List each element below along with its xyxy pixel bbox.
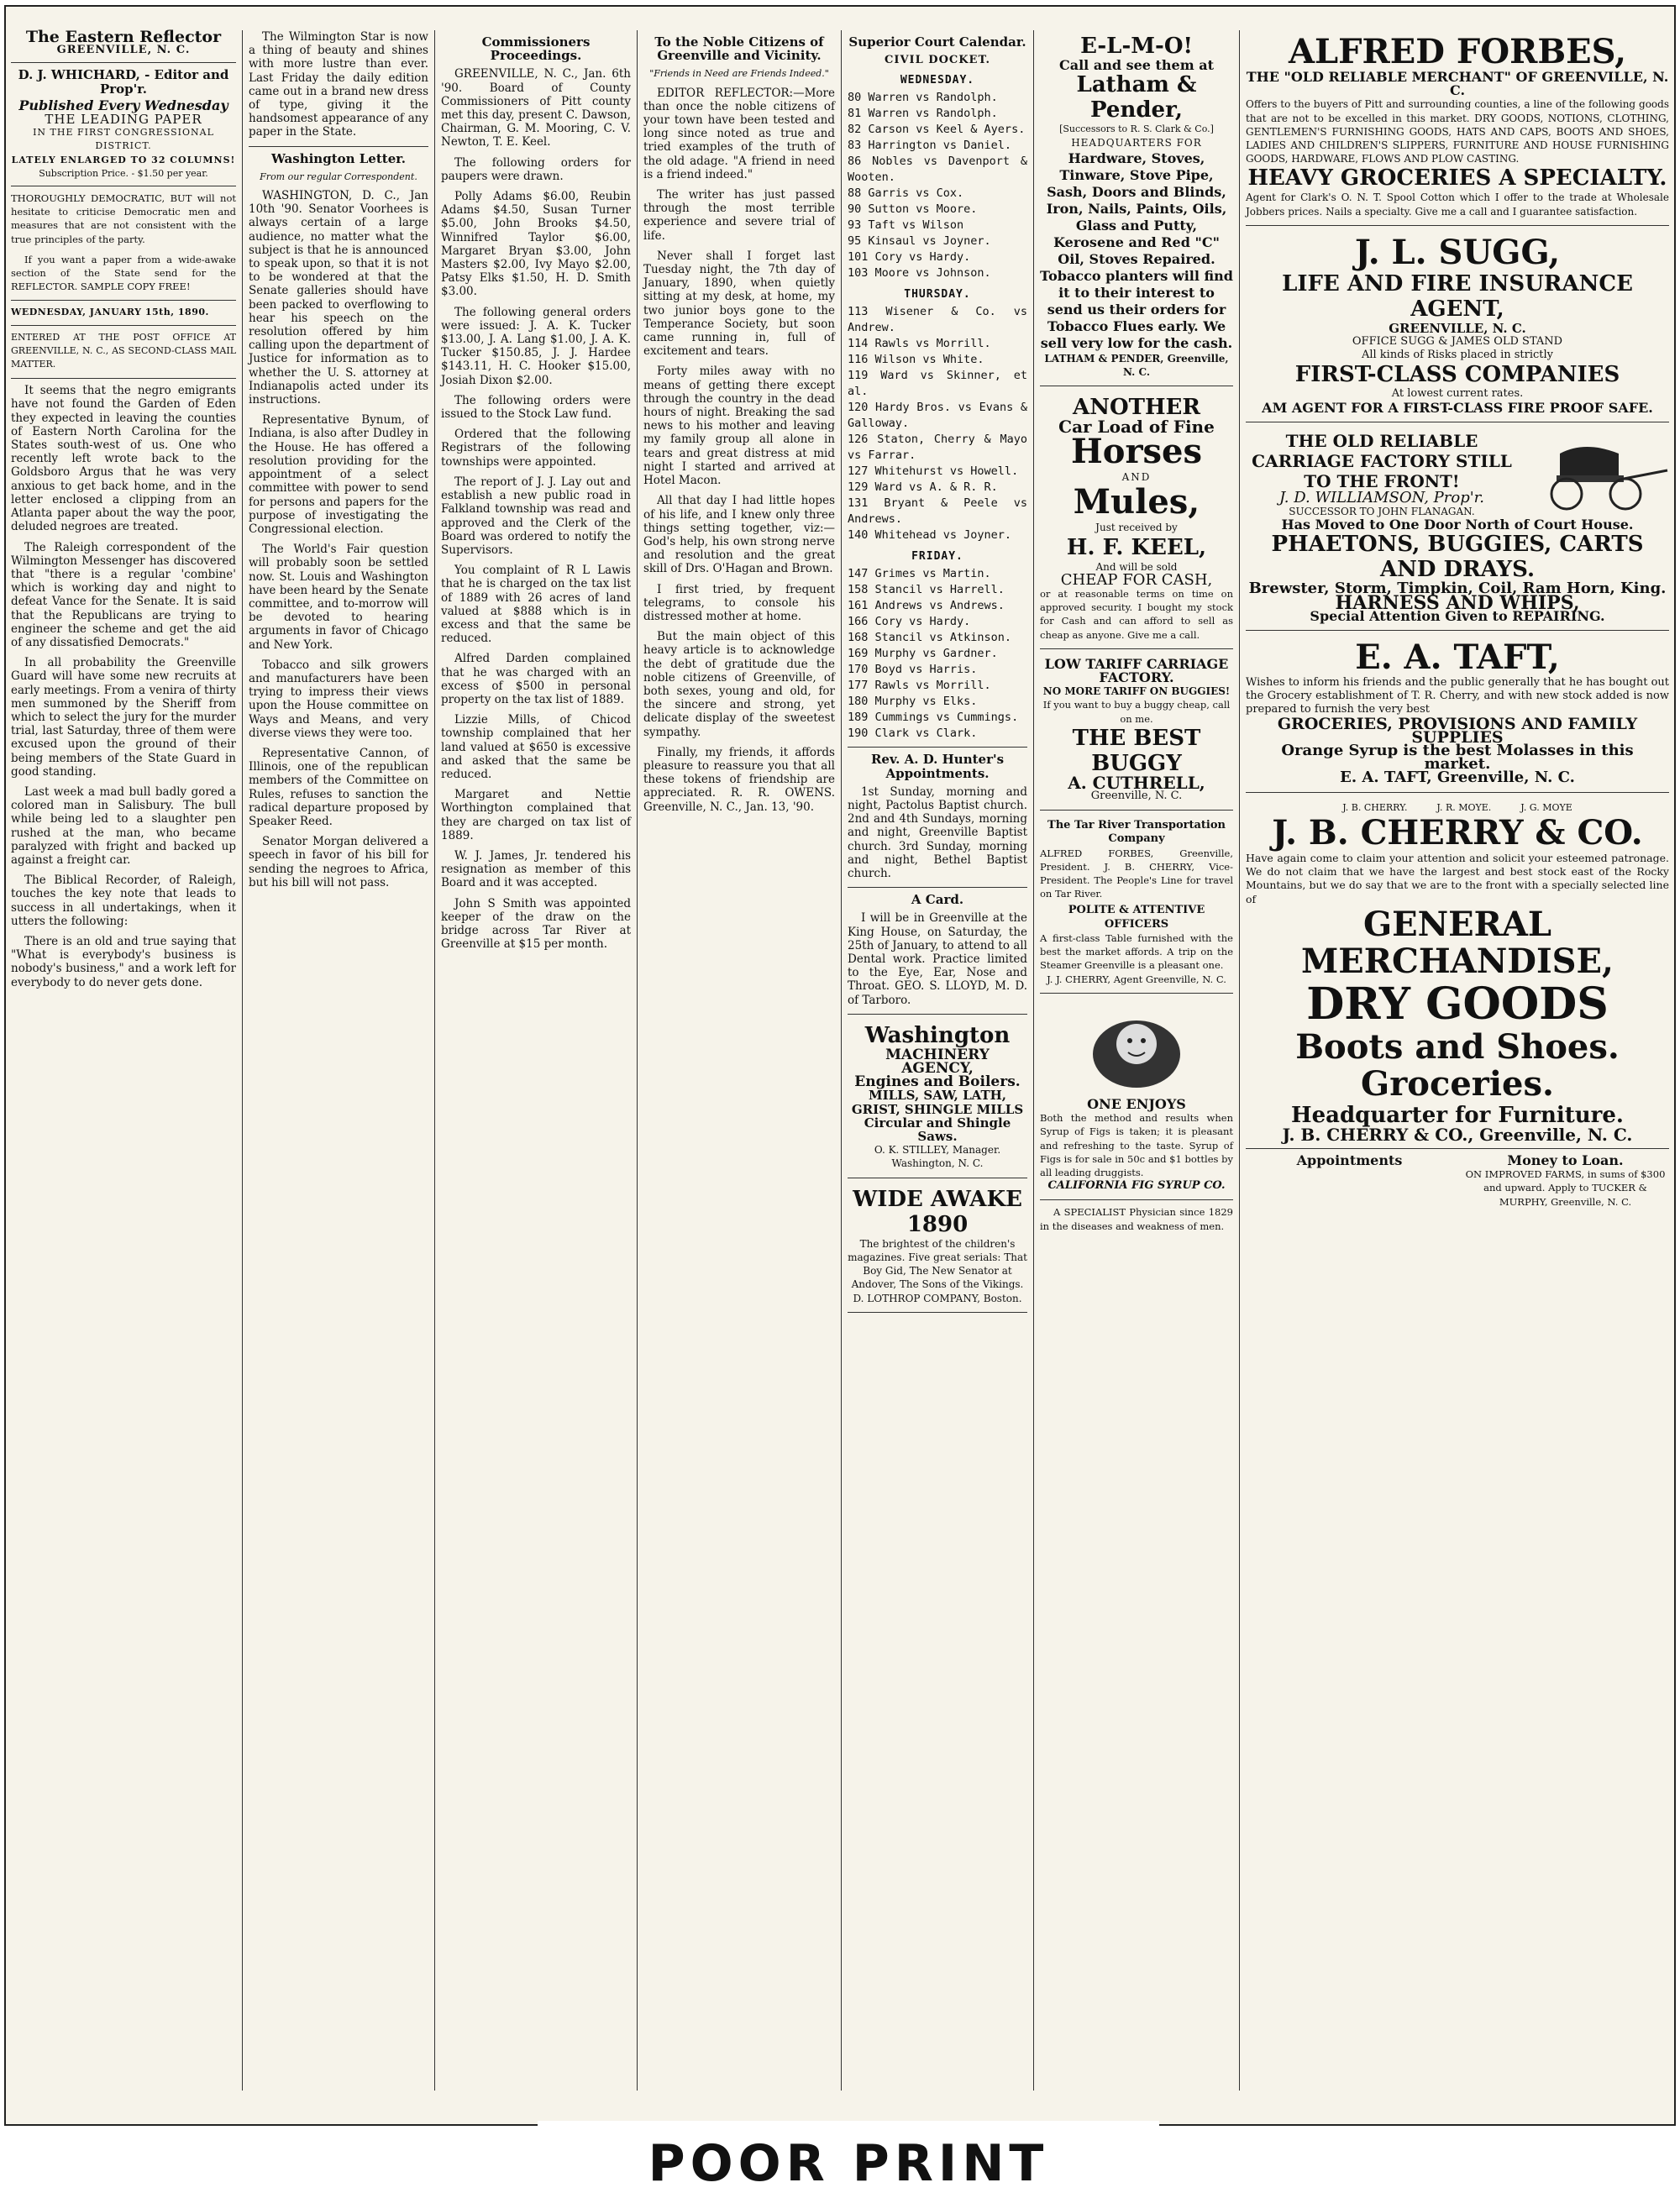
masthead-lead1: THE LEADING PAPER <box>45 112 202 128</box>
williamson-carriage-ad <box>1246 428 1669 631</box>
masthead-subscription: Subscription Price. - $1.50 per year. <box>39 167 208 179</box>
child-illustration-icon <box>1086 1002 1187 1094</box>
wide-title: WIDE AWAKE 1890 <box>853 1186 1022 1237</box>
polite-text: A first-class Table furnished with the best the market affords. A trip on the Steamer Greenville is a pleasant one. <box>1040 931 1233 972</box>
cherry-agent: J. J. CHERRY, Agent Greenville, N. C. <box>1047 973 1226 985</box>
specialist-text: A SPECIALIST Physician since 1829 in the diseases and weakness of men. <box>1040 1206 1233 1232</box>
money-text: ON IMPROVED FARMS, in sums of $300 and upward. Apply to TUCKER & MURPHY, Greenville, N. C. <box>1465 1168 1666 1208</box>
article-paragraph: WASHINGTON, D. C., Jan 10th '90. Senator Voorhees is always certain of a large audience, no matter what the subject is that he is announced to speak upon, so that it is not to be wondered at that the Senate galleries should have been packed to overflowing to hear his speech on the resolution offered by him calling upon the department of Justice for information as to whether the U. S. attorney at Indianapolis acted under its instructions. <box>249 189 428 407</box>
article-paragraph: Representative Bynum, of Indiana, is also after Dudley in the House. He has offered a resolution providing for the appointment of a select committee with power to send for persons and papers for the purpose of investigating the Congressional election. <box>249 413 428 536</box>
newspaper-page <box>4 5 1676 2126</box>
polite-title: POLITE & ATTENTIVE OFFICERS <box>1068 904 1205 931</box>
orange-line: Orange Syrup is the best Molasses in this market. <box>1281 742 1634 774</box>
article-paragraph: Representative Cannon, of Illinois, one of the republican members of the Committee on Rules, refuses to sanction the radical departure proposed by Speaker Reed. <box>249 746 428 828</box>
article-paragraph: Never shall I forget last Tuesday night, the 7th day of January, 1890, when quietly sitting at my desk, at home, my two junior boys gone to the Temperance Society, but soon came running in, full of excitement and tears. <box>643 249 835 359</box>
article-paragraph: The following orders for paupers were drawn. <box>441 155 631 183</box>
carriage-title: THE OLD RELIABLE CARRIAGE FACTORY STILL TO THE FRONT! <box>1252 430 1512 491</box>
docket-case: 113 Wisener & Co. vs Andrew. <box>848 305 1027 335</box>
partners-line: J. B. CHERRY. J. R. MOYE. J. G. MOYE <box>1342 801 1572 813</box>
washington-letter-sub: From our regular Correspondent. <box>260 171 417 182</box>
docket-case: 180 Murphy vs Elks. <box>848 695 978 709</box>
docket-case: 158 Stancil vs Harrell. <box>848 583 1005 597</box>
washington-letter-heading: Washington Letter. <box>270 150 406 166</box>
tar-title: The Tar River Transportation Company <box>1047 819 1226 846</box>
article-paragraph: GREENVILLE, N. C., Jan. 6th '90. Board of County Commissioners of Pitt county met this day, present C. Dawson, Chairman, G. M. Mooring, C. V. Newton, T. E. Keel. <box>441 67 631 150</box>
article-paragraph: All that day I had little hopes of his life, and I knew only three things setting together, viz:—God's help, his own strong nerve and resolution and the great skill of Drs. O'Hagan and Brown. <box>643 494 835 576</box>
docket-case: 80 Warren vs Randolph. <box>848 91 998 105</box>
boots-shoes: Boots and Shoes. <box>1295 1026 1620 1067</box>
carriage-factory-ad <box>1040 654 1233 811</box>
card-text: I will be in Greenville at the King House, on Saturday, the 25th of January, to attend to all Dental work. Practice limited to the Eye, Ear, Nose and Throat. GEO. S. LLOYD, M. D. of Tarboro. <box>848 911 1027 1007</box>
article-paragraph: The writer has just passed through the most terrible experience and severe trial of life. <box>643 188 835 243</box>
tar-text: ALFRED FORBES, Greenville, President. J. B. CHERRY, Vice-President. The People's Line for travel on Tar River. <box>1040 847 1233 900</box>
jbc-text: Have again come to claim your attention and solicit your esteemed patronage. We do not claim that we have the largest and best stock east of the Rocky Mountains, but we do say that we are to the front with a specially selected line of <box>1246 851 1669 905</box>
hq-line: HEADQUARTERS FOR <box>1071 137 1202 150</box>
enjoys-title: ONE ENJOYS <box>1087 1095 1186 1112</box>
hunter-text: 1st Sunday, morning and night, Pactolus Baptist church. 2nd and 4th Sundays, morning and night, Greenville Baptist church. 3rd Sunday, morning and night, Bethel Baptist church. <box>848 784 1027 881</box>
cuthrell-name: A. CUTHRELL, <box>1068 772 1205 793</box>
masthead-lead2: IN THE FIRST CONGRESSIONAL DISTRICT. <box>33 127 214 152</box>
elmo-title: E-L-M-O! <box>1080 34 1193 59</box>
fig-syrup-ad <box>1040 999 1233 1201</box>
editorial-paragraph: Last week a mad bull badly gored a colored man in Salisbury. The bull while being led to a slaughter pen rushed at the man, who became paralyzed with fright and backed up against a freight car. <box>11 784 236 867</box>
editorial-paragraph: In all probability the Greenville Guard will have some new recruits at early meetings. From a venira of thirty men summoned by the Sheriff from which to select the jury for the murder trial, last Saturday, three of them were excused upon the ground of their being members of the State Guard in good standing. <box>11 656 236 779</box>
docket-case: 161 Andrews vs Andrews. <box>848 599 1005 613</box>
docket-day-heading: WEDNESDAY. <box>900 74 975 87</box>
article-paragraph: I first tried, by frequent telegrams, to console his distressed mother at home. <box>643 582 835 623</box>
furniture-line: Headquarter for Furniture. <box>1291 1102 1624 1128</box>
money-heading: Money to Loan. <box>1507 1152 1624 1168</box>
column-rule <box>1239 30 1240 2091</box>
general-merchandise: GENERAL MERCHANDISE, <box>1301 904 1614 981</box>
masthead <box>11 30 236 181</box>
taft-big: GROCERIES, PROVISIONS AND FAMILY SUPPLIES <box>1277 714 1638 747</box>
article-paragraph: Alfred Darden complained that he was charged with an excess of $500 in personal property on the tax list of 1889. <box>441 652 631 706</box>
article-paragraph: Forty miles away with no means of getting there except through the country in the dead hours of night. Breaking the sad news to his mother and leaving my family group all alone in tears and great distress at mid night I started and arrived at Hotel Macon. <box>643 365 835 488</box>
figco-name: CALIFORNIA FIG SYRUP CO. <box>1047 1179 1226 1193</box>
docket-case: 177 Rawls vs Morrill. <box>848 679 991 693</box>
docket-day-heading: THURSDAY. <box>904 288 971 302</box>
article-paragraph: The following orders were issued to the Stock Law fund. <box>441 393 631 422</box>
taft-text: Wishes to inform his friends and the public generally that he has bought out the Grocery establishment of T. R. Cherry, and with new stock added is now prepared to furnish the very best <box>1246 676 1669 716</box>
civil-docket-label: CIVIL DOCKET. <box>885 54 990 67</box>
money-notice <box>1462 1154 1669 1209</box>
best-buggy: THE BEST BUGGY <box>1072 725 1201 776</box>
rates-line: At lowest current rates. <box>1391 387 1524 401</box>
docket-case: 190 Clark vs Clark. <box>848 727 978 741</box>
keel-name: H. F. KEEL, <box>1066 534 1207 560</box>
docket-case: 126 Staton, Cherry & Mayo vs Farrar. <box>848 433 1027 463</box>
terms-text: or at reasonable terms on time on approved security. I bought my stock for Cash and can afford to sell as cheap as anyone. Give me a call. <box>1040 588 1233 641</box>
masthead-democratic: THOROUGHLY DEMOCRATIC, BUT will not hesitate to criticise Democratic men and measures that are not consistent with the true principles of the party. <box>11 192 236 245</box>
editorial-paragraph: The Raleigh correspondent of the Wilmington Messenger has discovered that "there is a regular 'combine' which is working day and night to defeat Vance for the Senate. It is said that the Republicans are trying to engineer the scheme and get the aid of any dissatisfied Democrats." <box>11 540 236 649</box>
noble-citizens-sub: "Friends in Need are Friends Indeed." <box>649 68 829 80</box>
docket-case: 116 Wilson vs White. <box>848 353 984 367</box>
masthead-place: GREENVILLE, N. C. <box>56 44 191 57</box>
editorial-paragraph: It seems that the negro emigrants have not found the Garden of Eden they expected in leaving the counties of Eastern North Carolina for the States south-west of us. One who recently left wrote back to the Goldsboro Argus that he was very anxious to get back home, and in the letter enclosed a clipping from an Atlanta paper about the way the poor, deluded negroes are treated. <box>11 384 236 534</box>
brewster-line: Brewster, Storm, Timpkin, Coil, Ram Horn, King. <box>1248 580 1667 598</box>
issue-date: WEDNESDAY, JANUARY 15th, 1890. <box>11 307 209 318</box>
docket-case: 166 Cory vs Hardy. <box>848 615 971 629</box>
docket-case: 127 Whitehurst vs Howell. <box>848 464 1019 479</box>
forbes-ad <box>1246 30 1669 226</box>
buggy-text: If you want to buy a buggy cheap, call on me. <box>1042 699 1231 725</box>
jbc-sig: J. B. CHERRY & CO., Greenville, N. C. <box>1282 1124 1633 1145</box>
latham-sig: LATHAM & PENDER, Greenville, N. C. <box>1044 352 1229 378</box>
mules-line: Mules, <box>1073 482 1200 522</box>
jbcherry-name: J. B. CHERRY & CO. <box>1272 812 1643 853</box>
cheap-line: CHEAP FOR CASH, <box>1060 570 1213 589</box>
tar-river-ad <box>1040 816 1233 993</box>
column-2 <box>244 30 433 2091</box>
horses-line: Horses <box>1070 432 1203 472</box>
docket-case: 170 Boyd vs Harris. <box>848 663 978 677</box>
successors-line: [Successors to R. S. Clark & Co.] <box>1059 123 1214 135</box>
article-paragraph: Lizzie Mills, of Chicod township complained that her land valued at $650 is excessive and asked that the same be reduced. <box>441 713 631 781</box>
sugg-loc: GREENVILLE, N. C. <box>1389 320 1526 336</box>
column-7 <box>1241 30 1674 2091</box>
commissioners-heading: Commissioners Proceedings. <box>481 34 591 64</box>
docket-case: 88 Garris vs Cox. <box>848 186 964 201</box>
harness-line: HARNESS AND WHIPS, <box>1335 591 1580 614</box>
wide-awake-ad <box>848 1183 1027 1313</box>
wash-agent: O. K. STILLEY, Manager. Washington, N. C. <box>874 1144 1001 1170</box>
sugg-sub: LIFE AND FIRE INSURANCE AGENT, <box>1282 270 1633 322</box>
masthead-enlarged: LATELY ENLARGED TO 32 COLUMNS! <box>11 154 236 165</box>
column-3 <box>436 30 636 2091</box>
moved-line: Has Moved to One Door North of Court House. <box>1281 517 1634 533</box>
sold-line: And will be sold <box>1095 560 1178 573</box>
taft-name: E. A. TAFT, <box>1355 637 1560 678</box>
masthead-title: The Eastern Reflector <box>25 28 222 46</box>
wash-title: Washington <box>864 1022 1011 1048</box>
column-rule <box>242 30 243 2091</box>
article-paragraph: EDITOR REFLECTOR:—More than once the noble citizens of your town have been tested and long since noted as true and tried examples of the truth of the old adage. "A friend in need is a friend indeed." <box>643 86 835 181</box>
docket-case: 101 Cory vs Hardy. <box>848 250 971 265</box>
cuthrell-loc: Greenville, N. C. <box>1090 790 1183 803</box>
court-calendar-heading: Superior Court Calendar. <box>848 34 1026 50</box>
article-paragraph: Senator Morgan delivered a speech in favor of his bill for sending the negroes to Africa, but his bill will not pass. <box>249 835 428 889</box>
bottom-notices <box>1246 1154 1669 1209</box>
wash-saws: Circular and Shingle Saws. <box>864 1115 1011 1145</box>
call-line: Call and see them at <box>1059 57 1214 73</box>
docket-case: 147 Grimes vs Martin. <box>848 567 991 581</box>
column-rule <box>434 30 435 2091</box>
buggy-icon <box>1526 437 1669 512</box>
docket-case: 93 Taft vs Wilson <box>848 218 964 233</box>
hunter-heading: Rev. A. D. Hunter's Appointments. <box>870 752 1005 781</box>
docket-case: 103 Moore vs Johnson. <box>848 266 991 281</box>
column-rule <box>841 30 842 2091</box>
forbes-name: ALFRED FORBES, <box>1288 32 1627 71</box>
groceries-heading: HEAVY GROCERIES A SPECIALTY. <box>1247 165 1667 191</box>
cherry-ad <box>1246 798 1669 1149</box>
notariff-line: NO MORE TARIFF ON BUGGIES! <box>1042 685 1231 698</box>
goods-list: Hardware, Stoves, Tinware, Stove Pipe, Sash, Doors and Blinds, Iron, Nails, Paints, Oils, Glass and Putty, Kerosene and Red "C" Oil, Stoves Repaired. Tobacco planters will find it to their interest to send us their orders for Tobacco Flues early. We sell very low for the cash. <box>1040 150 1233 351</box>
poor-print-text: POOR PRINT <box>648 2134 1049 2193</box>
article-paragraph: The World's Fair question will probably soon be settled now. St. Louis and Washington have been heard by the Senate committee, and to-morrow will be devoted to hearing arguments in favor of Chicago and New York. <box>249 543 428 652</box>
docket-case: 81 Warren vs Randolph. <box>848 107 998 121</box>
column-rule <box>637 30 638 2091</box>
docket-case: 83 Harrington vs Daniel. <box>848 139 1012 153</box>
docket-case: 120 Hardy Bros. vs Evans & Galloway. <box>848 401 1027 431</box>
appointments-heading: Appointments <box>1296 1152 1403 1168</box>
article-paragraph: You complaint of R L Lawis that he is charged on the tax list of 1889 with 26 acres of land valued at $888 which is in excess and that the same be reduced. <box>441 564 631 646</box>
firm-name: Latham & Pender, <box>1076 72 1197 123</box>
article-paragraph: The report of J. J. Lay out and establish a new public road in Falkland township was read and approved and the Clerk of the Board was ordered to notify the Supervisors. <box>441 475 631 557</box>
column-rule <box>1033 30 1034 2091</box>
docket-case: 119 Ward vs Skinner, et al. <box>848 369 1027 399</box>
article-paragraph: The following general orders were issued: J. A. K. Tucker $13.00, J. A. Lang $1.00, J. A. K. Tucker $150.85, J. J. Hardee $143.11, H. C. Hooker $15.00, Josiah Dixon $2.00. <box>441 305 631 387</box>
article-paragraph: Ordered that the following Registrars of the following townships were appointed. <box>441 428 631 469</box>
article-paragraph: But the main object of this heavy article is to acknowledge the debt of gratitude due the noble citizens of Greenville, of both sexes, young and old, for the sincere and strong, yet delicate display of the sweetest sympathy. <box>643 630 835 739</box>
editorial-paragraph: The Biblical Recorder, of Raleigh, touches the key note that leads to success in all undertakings, when it utters the following: <box>11 874 236 928</box>
docket-case: 129 Ward vs A. & R. R. <box>848 480 998 495</box>
poor-print-banner <box>538 2121 1159 2193</box>
docket-case: 114 Rawls vs Morrill. <box>848 337 991 351</box>
docket-case: 90 Sutton vs Moore. <box>848 202 978 217</box>
carload-line: Car Load of Fine <box>1058 417 1215 438</box>
article-paragraph: Margaret and Nettie Worthington complained that they are charged on tax list of 1889. <box>441 788 631 842</box>
docket-case: 168 Stancil vs Atkinson. <box>848 631 1012 645</box>
wash-mills: MILLS, SAW, LATH, GRIST, SHINGLE MILLS <box>851 1088 1024 1117</box>
firstclass-line: FIRST-CLASS COMPANIES <box>1294 362 1620 388</box>
forbes-text: Offers to the buyers of Pitt and surrounding counties, a line of the following goods that are not to be excelled in this market. DRY GOODS, NOTIONS, CLOTHING, GENTLEMEN'S FURNISHING GOODS, HATS AND CAPS, BOOTS AND SHOES, LADIES AND CHILDREN'S SLIPPERS, FURNITURE AND HOUSE FURNISHING GOODS, HARDWARE, FLOWS AND PLOW CASTING. <box>1246 98 1669 165</box>
docket-list <box>848 72 1027 742</box>
sugg-risks: All kinds of Risks placed in strictly <box>1361 349 1554 362</box>
wash-sell: Engines and Boilers. <box>854 1073 1021 1091</box>
docket-case: 140 Whitehead vs Joyner. <box>848 528 1012 543</box>
column-5 <box>843 30 1032 2091</box>
masthead-published: Published Every Wednesday <box>18 97 228 113</box>
editorial-paragraph: There is an old and true saying that "What is everybody's business is nobody's business," and a work left for everybody to do never gets done. <box>11 934 236 989</box>
docket-day-heading: FRIDAY. <box>911 550 963 564</box>
safe-line: AM AGENT FOR A FIRST-CLASS FIRE PROOF SAFE. <box>1262 399 1653 416</box>
masthead-sample: If you want a paper from a wide-awake section of the State send for the REFLECTOR. SAMPLE COPY FREE! <box>11 253 236 293</box>
article-paragraph: Finally, my friends, it affords pleasure to reassure you that all these tokens of friendship are appreciated. R. R. OWENS. Greenville, N. C., Jan. 13, '90. <box>643 745 835 814</box>
taft-ad <box>1246 636 1669 793</box>
column-1 <box>6 30 241 2091</box>
docket-case: 86 Nobles vs Davenport & Wooten. <box>848 155 1027 185</box>
sugg-ad <box>1246 231 1669 422</box>
article-paragraph: W. J. James, Jr. tendered his resignation as member of this Board and it was accepted. <box>441 848 631 890</box>
star-paragraph: The Wilmington Star is now a thing of beauty and shines with more lustre than ever. Last Friday the daily edition came out in a brand new dress of type, giving it the handsomest appearance of any paper in the State. <box>249 30 428 139</box>
article-paragraph: Tobacco and silk growers and manufacturers have been trying to impress their views upon the House committee on Ways and Means, and very diverse views they were too. <box>249 658 428 740</box>
column-4 <box>638 30 840 2091</box>
washington-machinery-ad <box>848 1020 1027 1178</box>
latham-pender-ad <box>1040 30 1233 386</box>
successor-line: SUCCESSOR TO JOHN FLANAGAN. <box>1289 506 1475 518</box>
article-paragraph: Polly Adams $6.00, Reubin Adams $4.50, Susan Turner $5.00, John Brooks $4.50, Winnifred Taylor $6.00, Margaret Bryan $3.00, John Masters $2.00, Ivy Mayo $2.00, Patsy Elks $1.50, H. D. Smith $3.00. <box>441 190 631 299</box>
williamson-name: J. D. WILLIAMSON, Prop'r. <box>1278 488 1485 506</box>
tariff-title: LOW TARIFF CARRIAGE FACTORY. <box>1044 655 1229 686</box>
docket-case: 95 Kinsaul vs Joyner. <box>848 234 991 249</box>
and-line: AND <box>1121 471 1152 484</box>
another-line: ANOTHER <box>1073 395 1200 421</box>
forbes-sub: THE "OLD RELIABLE MERCHANT" OF GREENVILLE, N. C. <box>1246 69 1669 99</box>
noble-citizens-heading: To the Noble Citizens of Greenville and Vicinity. <box>654 34 824 64</box>
phaetons-line: PHAETONS, BUGGIES, CARTS AND DRAYS. <box>1271 532 1644 583</box>
sugg-name: J. L. SUGG, <box>1354 232 1561 272</box>
column-6 <box>1035 30 1238 2091</box>
repair-line: Special Attention Given to REPAIRING. <box>1310 607 1605 624</box>
dry-goods: DRY GOODS <box>1306 978 1609 1030</box>
wide-text: The brightest of the children's magazines. Five great serials: That Boy Gid, The New Senator at Andover, The Sons of the Vikings. D. LOTHROP COMPANY, Boston. <box>848 1237 1027 1304</box>
docket-case: 189 Cummings vs Cummings. <box>848 711 1019 725</box>
docket-case: 82 Carson vs Keel & Ayers. <box>848 123 1026 137</box>
figs-text: Both the method and results when Syrup of Figs is taken; it is pleasant and refreshing to the taste. Syrup of Figs is for sale in 50c and $1 bottles by all leading druggists. <box>1040 1112 1233 1178</box>
entered-notice: ENTERED AT THE POST OFFICE AT GREENVILLE, N. C., AS SECOND-CLASS MAIL MATTER. <box>11 331 236 370</box>
article-paragraph: John S Smith was appointed keeper of the draw on the bridge across Tar River at Greenville at $15 per month. <box>441 896 631 952</box>
taft-sig: E. A. TAFT, Greenville, N. C. <box>1340 769 1575 787</box>
received-line: Just received by <box>1095 522 1178 534</box>
groceries-line: Groceries. <box>1361 1063 1554 1104</box>
keel-horses-ad <box>1040 391 1233 649</box>
docket-case: 131 Bryant & Peele vs Andrews. <box>848 496 1027 527</box>
card-heading: A Card. <box>911 892 964 908</box>
wash-sub: MACHINERY AGENCY, <box>885 1046 990 1078</box>
docket-case: 169 Murphy vs Gardner. <box>848 647 998 661</box>
masthead-editor: D. J. WHICHARD, - Editor and Prop'r. <box>18 67 229 97</box>
groceries-text: Agent for Clark's O. N. T. Spool Cotton which I offer to the trade at Wholesale Jobbers prices. Nails a specialty. Give me a call and I guarantee satisfaction. <box>1246 191 1669 218</box>
sugg-office: OFFICE SUGG & JAMES OLD STAND <box>1352 335 1563 349</box>
